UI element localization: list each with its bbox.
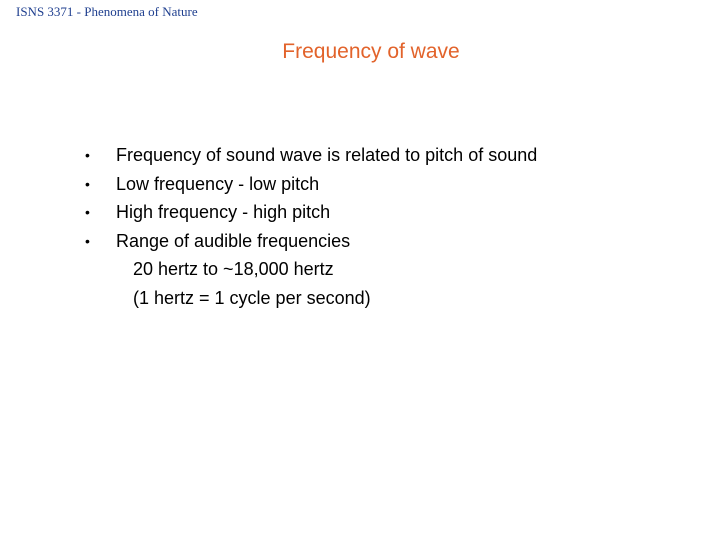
bullet-text: Frequency of sound wave is related to pitch of sound: [116, 145, 538, 165]
sub-line-text: 20 hertz to ~18,000 hertz: [133, 259, 334, 280]
bullet-marker: •: [85, 147, 90, 163]
bullet-text: Range of audible frequencies: [116, 230, 351, 251]
course-header: ISNS 3371 - Phenomena of Nature: [16, 4, 198, 19]
bullet-marker: •: [85, 204, 90, 221]
bullet-marker: •: [85, 175, 90, 192]
bullet-marker: •: [85, 232, 90, 249]
bullet-text: Low frequency - low pitch: [116, 173, 320, 194]
bullet-text: High frequency - high pitch: [116, 202, 331, 223]
sub-line-text: (1 hertz = 1 cycle per second): [133, 287, 371, 308]
slide-title: Frequency of wave: [282, 40, 460, 63]
